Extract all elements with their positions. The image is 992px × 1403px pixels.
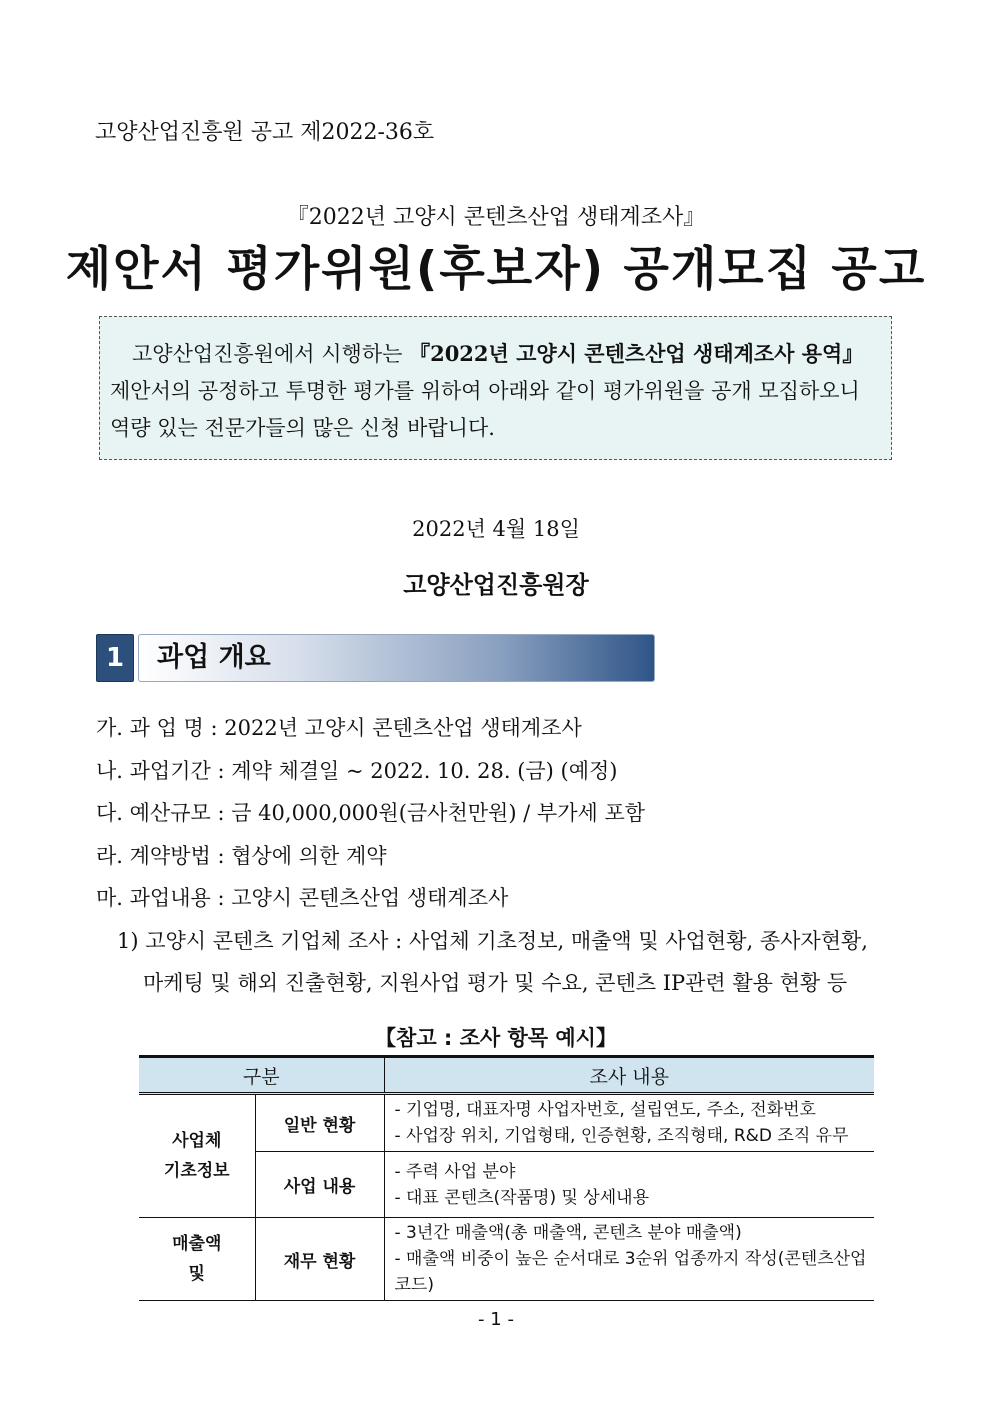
content-general — [384, 1094, 874, 1152]
intro-line-3: 역량 있는 전문가들의 많은 신청 바랍니다. — [110, 416, 495, 440]
table-row — [139, 1094, 874, 1152]
reference-title: 【참고 : 조사 항목 예시】 — [375, 1026, 617, 1050]
content-line: - 주력 사업 분야 — [394, 1161, 516, 1182]
notice-number: 고양산업진흥원 공고 제2022-36호 — [95, 120, 435, 145]
intro-line-1 — [110, 335, 881, 373]
content-finance — [384, 1218, 874, 1301]
content-line: - 대표 콘텐츠(작품명) 및 상세내용 — [394, 1187, 649, 1208]
page-number: - 1 - — [478, 1309, 514, 1330]
sub-item-line-2: 마케팅 및 해외 진출현황, 지원사업 평가 및 수요, 콘텐츠 IP관련 활용 현황 등 — [143, 971, 848, 995]
category-label-line-2: 및 — [188, 1264, 205, 1284]
table-header-row — [139, 1057, 874, 1094]
announcement-date: 2022년 4월 18일 — [412, 517, 580, 541]
overview-item-content: 마. 과업내용 : 고양시 콘텐츠산업 생태계조사 — [96, 886, 509, 910]
category-business-info — [139, 1094, 255, 1218]
overview-item-name: 가. 과 업 명 : 2022년 고양시 콘텐츠산업 생태계조사 — [96, 716, 582, 740]
survey-items-table — [139, 1055, 874, 1301]
section-title: 과업 개요 — [138, 634, 655, 682]
content-line: - 매출액 비중이 높은 순서대로 3순위 업종까지 작성(콘텐츠산업 코드) — [394, 1249, 867, 1295]
content-business — [384, 1152, 874, 1218]
subcategory-business: 사업 내용 — [255, 1152, 384, 1218]
content-line: - 기업명, 대표자명 사업자번호, 설립연도, 주소, 전화번호 — [394, 1100, 816, 1120]
category-label-line-2: 기초정보 — [163, 1161, 230, 1181]
intro-project-name: 『2022년 고양시 콘텐츠산업 생태계조사 용역』 — [409, 341, 864, 366]
intro-box — [99, 316, 892, 460]
intro-line-2: 제안서의 공정하고 투명한 평가를 위하여 아래와 같이 평가위원을 공개 모집하오니 — [110, 379, 860, 403]
content-line: - 3년간 매출액(총 매출액, 콘텐츠 분야 매출액) — [394, 1223, 742, 1243]
header-content: 조사 내용 — [384, 1057, 874, 1094]
intro-prefix: 고양산업진흥원에서 시행하는 — [132, 342, 410, 366]
content-line: - 사업장 위치, 기업형태, 인증현황, 조직형태, R&D 조직 유무 — [394, 1126, 849, 1146]
category-sales — [139, 1218, 255, 1301]
category-label-line-1: 사업체 — [172, 1131, 222, 1151]
overview-item-period: 나. 과업기간 : 계약 체결일 ~ 2022. 10. 28. (금) (예정) — [96, 759, 618, 783]
overview-item-contract: 라. 계약방법 : 협상에 의한 계약 — [96, 844, 387, 868]
sub-item-line-1: 1) 고양시 콘텐츠 기업체 조사 : 사업체 기초정보, 매출액 및 사업현황, 종사자현황, — [117, 929, 868, 953]
table-row — [139, 1218, 874, 1301]
document-title: 제안서 평가위원(후보자) 공개모집 공고 — [65, 242, 927, 297]
subcategory-general: 일반 현황 — [255, 1094, 384, 1152]
section-number: 1 — [96, 634, 134, 682]
subcategory-finance: 재무 현황 — [255, 1218, 384, 1301]
document-subtitle: 『2022년 고양시 콘텐츠산업 생태계조사』 — [286, 205, 706, 230]
header-category: 구분 — [139, 1057, 384, 1094]
organization-head: 고양산업진흥원장 — [403, 570, 589, 599]
overview-item-budget: 다. 예산규모 : 금 40,000,000원(금사천만원) / 부가세 포함 — [96, 801, 646, 825]
category-label-line-1: 매출액 — [172, 1234, 222, 1254]
